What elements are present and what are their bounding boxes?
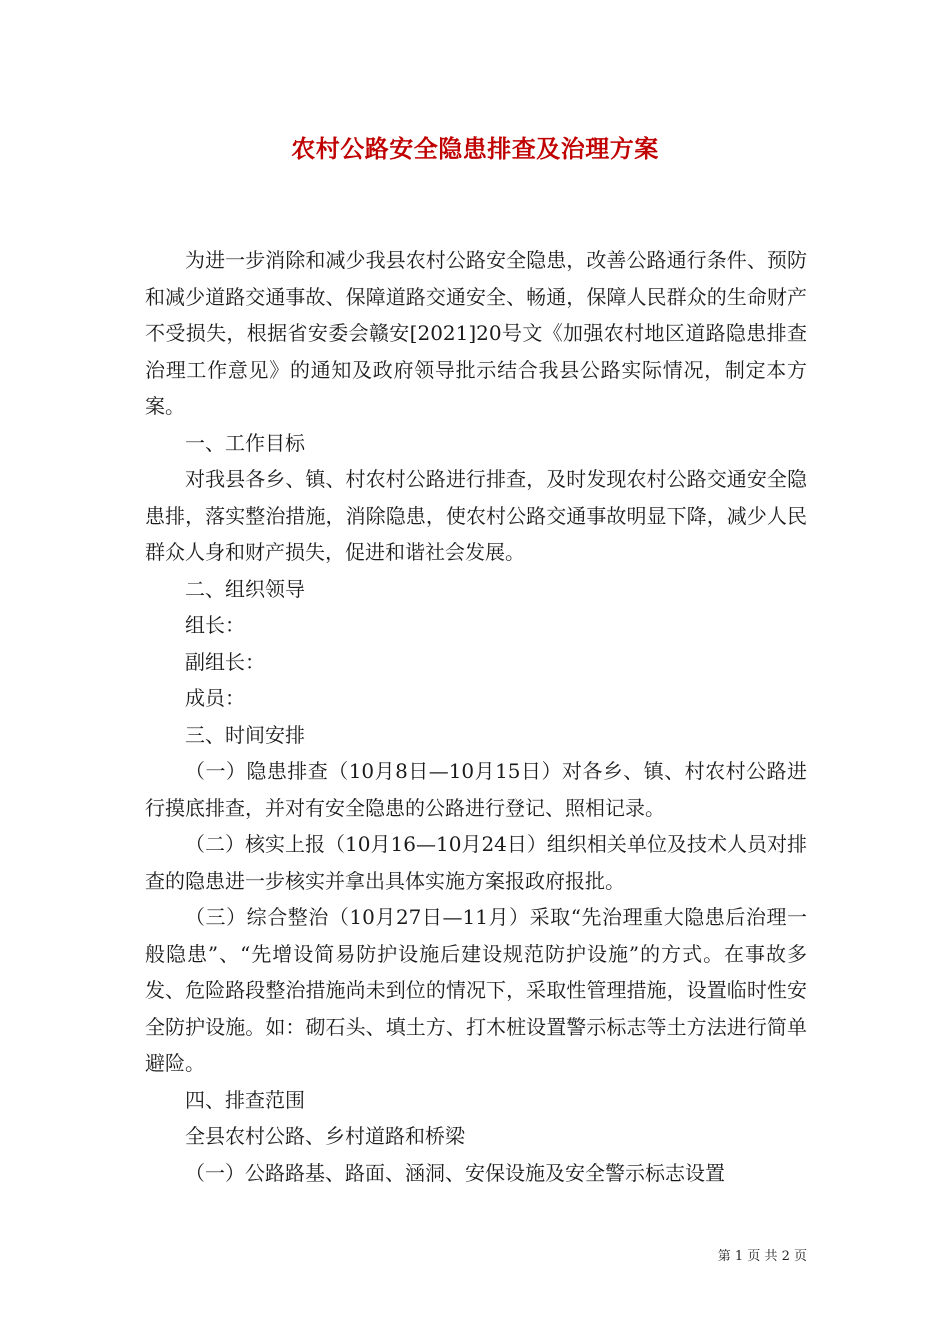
section-heading-scope: 四、排查范围 [185,1087,305,1112]
page-number-footer: 第 1 页 共 2 页 [717,1249,807,1264]
members-line: 成员： [185,686,245,710]
goals-paragraph: 对我县各乡、镇、村农村公路进行排查，及时发现农村公路交通安全隐患排，落实整治措施，消除隐患，使农村公路交通事故明显下降，减少人民群众人身和财产损失，促进和谐社会发展。 [145,467,807,564]
section-heading-schedule: 三、时间安排 [185,722,305,747]
document-body [145,242,807,1191]
scope-paragraph: 全县农村公路、乡村道路和桥梁 [185,1124,465,1148]
schedule-item-3: （三）综合整治（10月27日—11月）采取“先治理重大隐患后治理一般隐患”、“先增设简易防护设施后建设规范防护设施”的方式。在事故多发、危险路段整治措施尚未到位的情况下，采取性管理措施，设置临时性安全防护设施。如：砌石头、填土方、打木桩设置警示标志等土方法进行简单避险。 [145,905,807,1075]
leader-line: 组长： [185,613,245,637]
intro-paragraph: 为进一步消除和减少我县农村公路安全隐患，改善公路通行条件、预防和减少道路交通事故、保障道路交通安全、畅通，保障人民群众的生命财产不受损失，根据省安委会赣安[2021]20号文《加强农村地区道路隐患排查治理工作意见》的通知及政府领导批示结合我县公路实际情况，制定本方案。 [145,248,807,418]
schedule-item-1: （一）隐患排查（10月8日—10月15日）对各乡、镇、村农村公路进行摸底排查，并对有安全隐患的公路进行登记、照相记录。 [145,759,807,820]
schedule-item-2: （二）核实上报（10月16—10月24日）组织相关单位及技术人员对排查的隐患进一步核实并拿出具体实施方案报政府报批。 [145,832,807,893]
document-title: 农村公路安全隐患排查及治理方案 [291,134,659,163]
deputy-leader-line: 副组长： [185,649,265,674]
section-heading-goals: 一、工作目标 [185,430,305,455]
scope-item-1: （一）公路路基、路面、涵洞、安保设施及安全警示标志设置 [185,1160,725,1185]
section-heading-organization: 二、组织领导 [185,576,305,601]
